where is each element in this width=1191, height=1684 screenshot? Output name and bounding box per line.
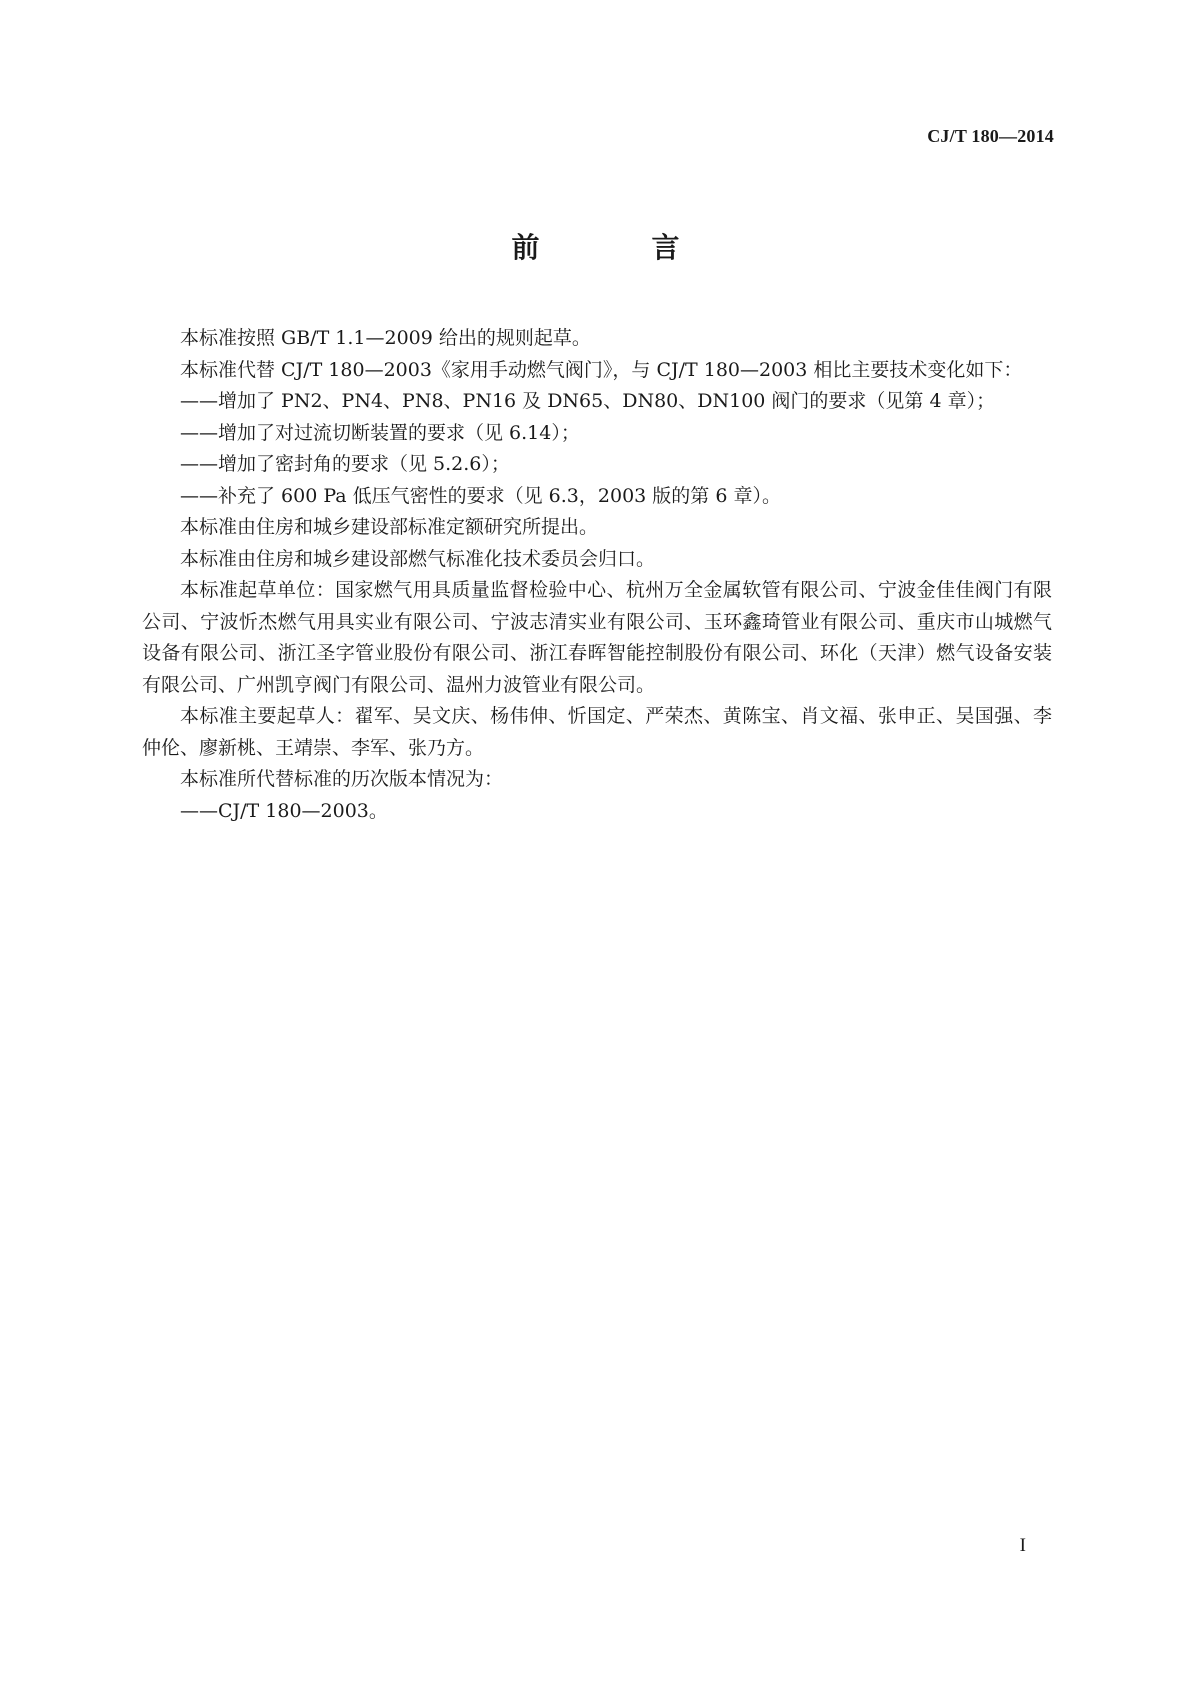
standard-code: CJ/T 180—2014 bbox=[927, 126, 1054, 146]
change-item-low-pressure-tightness: ——补充了 600 Pa 低压气密性的要求（见 6.3，2003 版的第 6 章）。 bbox=[180, 484, 781, 507]
paragraph-replacement: 本标准代替 CJ/T 180—2003《家用手动燃气阀门》，与 CJ/T 180—2003 相比主要技术变化如下： bbox=[180, 358, 1023, 381]
change-item-sealing-angle: ——增加了密封角的要求（见 5.2.6）； bbox=[180, 453, 510, 475]
paragraph-centralized-by: 本标准由住房和城乡建设部燃气标准化技术委员会归口。 bbox=[180, 547, 656, 570]
foreword-body bbox=[142, 323, 1052, 827]
paragraph-main-drafters: 本标准主要起草人：翟军、吴文庆、杨伟伸、忻国定、严荣杰、黄陈宝、肖文福、张申正、吴国强、李仲伦、廖新桃、王靖崇、李军、张乃方。 bbox=[142, 705, 1052, 759]
version-history-item: ——CJ/T 180—2003。 bbox=[180, 799, 388, 822]
page-title: 前 言 bbox=[511, 231, 722, 264]
paragraph-version-history: 本标准所代替标准的历次版本情况为： bbox=[180, 768, 504, 790]
paragraph-proposed-by: 本标准由住房和城乡建设部标准定额研究所提出。 bbox=[180, 516, 599, 538]
change-item-overflow-cutoff: ——增加了对过流切断装置的要求（见 6.14）； bbox=[180, 421, 580, 444]
paragraph-drafting-rules: 本标准按照 GB/T 1.1—2009 给出的规则起草。 bbox=[180, 327, 591, 349]
change-item-pn-dn: ——增加了 PN2、PN4、PN8、PN16 及 DN65、DN80、DN100 阀门的要求（见第 4 章）； bbox=[180, 390, 996, 412]
page-number: I bbox=[1019, 1535, 1026, 1556]
paragraph-drafting-units: 本标准起草单位：国家燃气用具质量监督检验中心、杭州万全金属软管有限公司、宁波金佳佳阀门有限公司、宁波忻杰燃气用具实业有限公司、宁波志清实业有限公司、玉环鑫琦管业有限公司、重庆市山城燃气设备有限公司、浙江圣字管业股份有限公司、浙江春晖智能控制股份有限公司、环化（天津）燃气设备安装有限公司、广州凯亨阀门有限公司、温州力波管业有限公司。 bbox=[142, 579, 1052, 696]
